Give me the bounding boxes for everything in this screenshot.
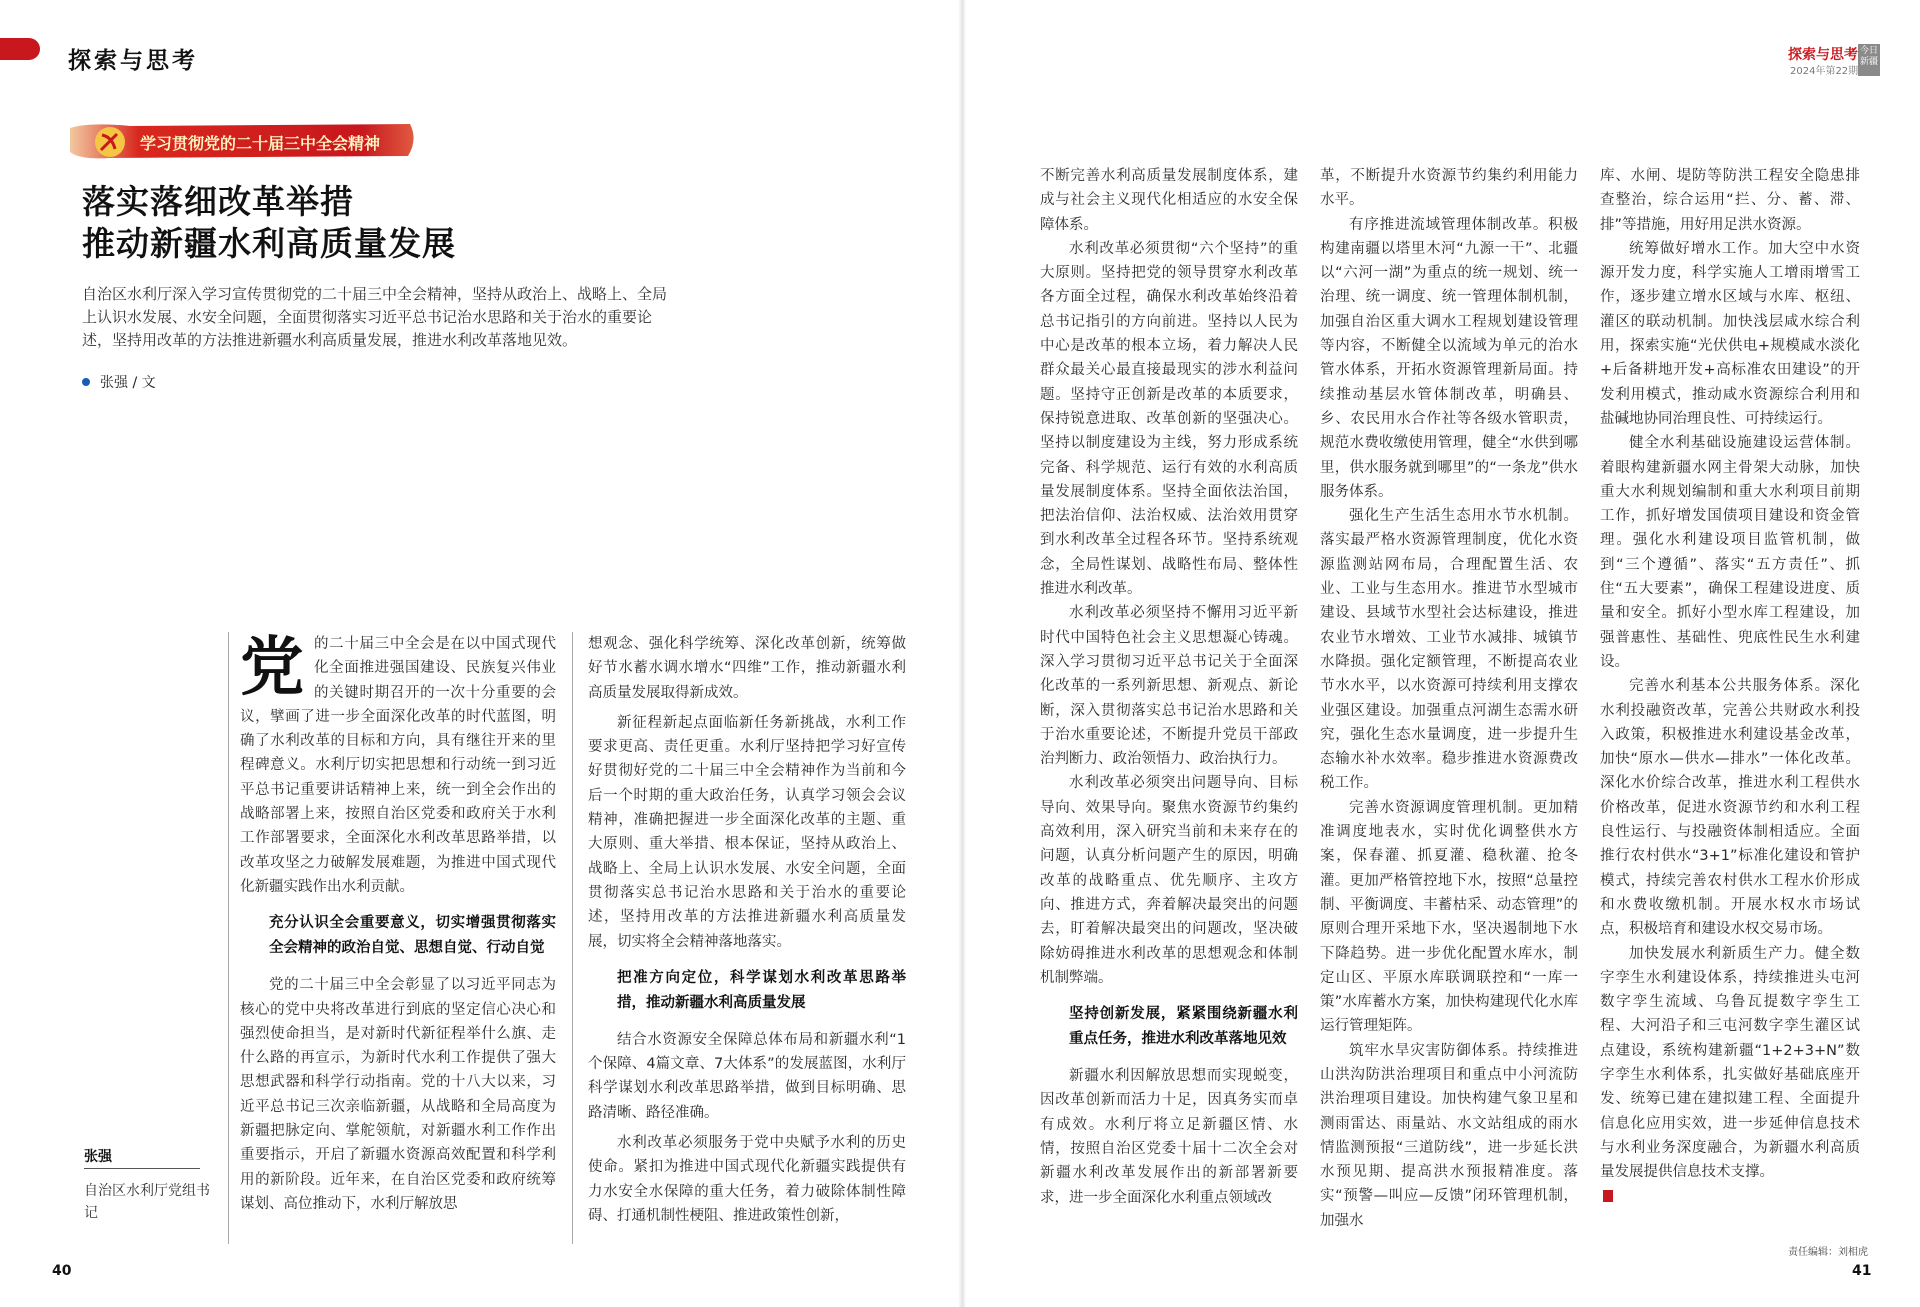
paragraph: 想观念、强化科学统筹、深化改革创新，统筹做好节水蓄水调水增水“四维”工作，推动新疆水利高质量发展取得新成效。 [588,636,906,701]
paragraph: 党的二十届三中全会彰显了以习近平同志为核心的党中央将改革进行到底的坚定信心决心和强烈使命担当，是对新时代新征程举什么旗、走什么路的再宣示，为新时代水利工作提供了强大思想武器和科学行动指南。党的十八大以来，习近平总书记三次亲临新疆，从战略和全局高度为新疆把脉定向、掌舵领航，对新疆水利工作作出重要指示，开启了新疆水资源高效配置和科学利用的新阶段。近年来，在自治区党委和政府统筹谋划、高位推动下，水利厅解放思 [240,977,556,1212]
article-column-3 [1040,164,1298,1210]
author-divider [84,1168,200,1169]
paragraph: 加快发展水利新质生产力。健全数字孪生水利建设体系，持续推进头屯河数字孪生流域、乌鲁瓦提数字孪生工程、大河沿子和三屯河数字孪生灌区试点建设，系统构建新疆“1+2+3+N”数字孪生水利体系，扎实做好基础底座开发、统筹已建在建拟建工程、全面提升信息化应用实效，进一步延伸信息技术与水利业务深度融合，为新疆水利高质量发展提供信息技术支撑。 [1600,945,1860,1181]
topic-banner [70,122,420,160]
paragraph: 水利改革必须坚持不懈用习近平新时代中国特色社会主义思想凝心铸魂。深入学习贯彻习近平总书记关于全面深化改革的一系列新思想、新观点、新论断，深入贯彻落实总书记治水思路和关于治水重要论述，不断提升党员干部政治判断力、政治领悟力、政治执行力。 [1040,605,1298,768]
paragraph: 筑牢水旱灾害防御体系。持续推进山洪沟防洪治理项目和重点中小河流防洪治理项目建设。加快构建气象卫星和测雨雷达、雨量站、水文站组成的雨水情监测预报“三道防线”，进一步延长洪水预见期、提高洪水预报精准度。落实“预警—叫应—反馈”闭环管理机制，加强水 [1320,1042,1578,1229]
lead-paragraph: 自治区水利厅深入学习宣传贯彻党的二十届三中全会精神，坚持从政治上、战略上、全局上认识水发展、水安全问题，全面贯彻落实习近平总书记治水思路和关于治水的重要论述，坚持用改革的方法推进新疆水利高质量发展，推进水利改革落地见效。 [82,285,668,349]
section-heading: 坚持创新发展，紧紧围绕新疆水利重点任务，推进水利改革落地见效 [1069,1006,1298,1048]
headline-line-2: 推动新疆水利高质量发展 [82,224,456,263]
author-position: 自治区水利厅党组书记 [84,1183,210,1221]
author-name: 张强 [84,1149,112,1165]
paragraph: 新疆水利因解放思想而实现蜕变，因改革创新而活力十足，因真务实而卓有成效。水利厅将立足新疆区情、水情，按照自治区党委十届十二次全会对新疆水利改革发展作出的新部署新要求，进一步全面深化水利重点领域改 [1040,1068,1298,1206]
responsible-editor: 责任编辑：刘相虎 [1788,1247,1868,1258]
paragraph: 结合水资源安全保障总体布局和新疆水利“1个保障、4篇文章、7大体系”的发展蓝图，水利厅科学谋划水利改革思路举措，做到目标明确、思路清晰、路径准确。 [588,1031,906,1121]
column-rule [572,632,573,1244]
magazine-badge [1858,44,1880,76]
headline-line-1: 落实落细改革举措 [82,182,354,221]
paragraph: 健全水利基础设施建设运营体制。着眼构建新疆水网主骨架大动脉，加快重大水利规划编制和重大水利项目前期工作，抓好增发国债项目建设和资金管理。强化水利建设项目监管机制，做到“三个遵循”、落实“五方责任”、抓住“五大要素”，确保工程建设进度、质量和安全。抓好小型水库工程建设，加强普惠性、基础性、兜底性民生水利建设。 [1600,435,1860,670]
right-section-title: 探索与思考 [1788,47,1858,63]
header-red-tab [0,38,40,60]
byline-dot-icon [82,378,90,386]
page-number-left: 40 [52,1263,72,1279]
paragraph: 水利改革必须突出问题导向、目标导向、效果导向。聚焦水资源节约集约高效利用，深入研究当前和未来存在的问题，认真分析问题产生的原因，明确改革的战略重点、优先顺序、主攻方向、推进方式，奔着解决最突出的问题去，盯着解决最突出的问题改，坚决破除妨碍推进水利改革的思想观念和体制机制弊端。 [1040,775,1298,986]
dropcap: 党 [240,630,304,705]
section-title: 探索与思考 [68,47,198,74]
paragraph: 水利改革必须贯彻“六个坚持”的重大原则。坚持把党的领导贯穿水利改革各方面全过程，确保水利改革始终沿着总书记指引的方向前进。坚持以人民为中心是改革的根本立场，着力解决人民群众最关心最直接最现实的涉水利益问题。坚持守正创新是改革的本质要求，保持锐意进取、改革创新的坚强决心。坚持以制度建设为主线，努力形成系统完备、科学规范、运行有效的水利高质量发展制度体系。坚持全面依法治国，把法治信仰、法治权威、法治效用贯穿到水利改革全过程各环节。坚持系统观念，全局性谋划、战略性布局、整体性推进水利改革。 [1040,240,1298,598]
paragraph: 完善水资源调度管理机制。更加精准调度地表水，实时优化调整供水方案，保春灌、抓夏灌、稳秋灌、抢冬灌。更加严格管控地下水，按照“总量控制、平衡调度、丰蓄枯采、动态管理”的原则合理开采地下水，坚决遏制地下水下降趋势。进一步优化配置水库水，制定山区、平原水库联调联控和“一库一策”水库蓄水方案，加快构建现代化水库运行管理矩阵。 [1320,799,1578,1035]
article-column-5 [1600,164,1860,1209]
byline-text: 张强 / 文 [100,375,156,391]
byline [82,372,156,392]
paragraph: 革，不断提升水资源节约集约利用能力水平。 [1320,168,1578,209]
party-emblem-icon [90,125,130,159]
paragraph: 不断完善水利高质量发展制度体系，建成与社会主义现代化相适应的水安全保障体系。 [1040,168,1298,233]
magazine-badge-text: 今日 新疆 [1859,46,1878,67]
topic-banner-text: 学习贯彻党的二十届三中全会精神 [140,134,381,153]
article-column-4 [1320,164,1578,1233]
article-column-2 [588,632,906,1228]
page-fold [958,0,966,1307]
paragraph: 水利改革必须服务于党中央赋予水利的历史使命。紧扣为推进中国式现代化新疆实践提供有力水安全水保障的重大任务，着力破除体制性障碍、打通机制性梗阻、推进政策性创新， [588,1135,906,1224]
paragraph: 新征程新起点面临新任务新挑战，水利工作要求更高、责任更重。水利厅坚持把学习好宣传好贯彻好党的二十届三中全会精神作为当前和今后一个时期的重大政治任务，认真学习领会会议精神，准确把握进一步全面深化改革的主题、重大原则、重大举措、根本保证，坚持从政治上、战略上、全局上认识水发展、水安全问题，全面贯彻落实总书记治水思路和关于治水的重要论述，坚持用改革的方法推进新疆水利高质量发展，切实将全会精神落地落实。 [588,714,906,950]
paragraph: 完善水利基本公共服务体系。深化水利投融资改革，完善公共财政水利投入政策，积极推进水利建设基金改革，加快“原水—供水—排水”一体化改革。深化水价综合改革，推进水利工程供水价格改革，促进水资源节约和水利工程良性运行、与投融资体制相适应。全面推行农村供水“3+1”标准化建设和管护模式，持续完善农村供水工程水价形成和水费收缴机制。开展水权水市场试点，积极培育和建设水权交易市场。 [1600,678,1860,938]
paragraph: 有序推进流域管理体制改革。积极构建南疆以塔里木河“九源一干”、北疆以“六河一湖”为重点的统一规划、统一治理、统一调度、统一管理体制机制，加强自治区重大调水工程规划建设管理等内容，不断健全以流域为单元的治水管水体系，开拓水资源管理新局面。持续推动基层水管体制改革，明确县、乡、农民用水合作社等各级水管职责，规范水费收缴使用管理，健全“水供到哪里，供水服务就到哪里”的“一条龙”供水服务体系。 [1320,216,1578,500]
article-column-1 [240,632,556,1216]
issue-label: 2024年第22期 [1790,66,1859,77]
page-number-right: 41 [1852,1263,1872,1279]
paragraph: 统筹做好增水工作。加大空中水资源开发力度，科学实施人工增雨增雪工作，逐步建立增水区域与水库、枢纽、灌区的联动机制。加快浅层咸水综合利用，探索实施“光伏供电+规模咸水淡化+后备耕地开发+高标准农田建设”的开发利用模式，推动咸水资源综合利用和盐碱地协同治理良性、可持续运行。 [1600,240,1860,427]
paragraph: 强化生产生活生态用水节水机制。落实最严格水资源管理制度，优化水资源监测站网布局，合理配置生活、农业、工业与生态用水。推进节水型城市建设、县域节水型社会达标建设，推进农业节水增效、工业节水减排、城镇节水降损。强化定额管理，不断提高农业节水水平，以水资源可持续利用支撑农业强区建设。加强重点河湖生态需水研究，强化生态水量调度，进一步提升生态输水补水效率。稳步推进水资源费改税工作。 [1320,508,1578,792]
section-heading: 把准方向定位，科学谋划水利改革思路举措，推动新疆水利高质量发展 [617,969,906,1011]
section-heading: 充分认识全会重要意义，切实增强贯彻落实全会精神的政治自觉、思想自觉、行动自觉 [269,915,556,957]
paragraph: 的二十届三中全会是在以中国式现代化全面推进强国建设、民族复兴伟业的关键时期召开的一次十分重要的会议，擘画了进一步全面深化改革的时代蓝图，明确了水利改革的目标和方向，具有继往开来的里程碑意义。水利厅切实把思想和行动统一到习近平总书记重要讲话精神上来，统一到全会作出的战略部署上来，按照自治区党委和政府关于水利工作部署要求，全面深化水利改革思路举措，以改革攻坚之力破解发展难题，为推进中国式现代化新疆实践作出水利贡献。 [240,636,556,895]
paragraph: 库、水闸、堤防等防洪工程安全隐患排查整治，综合运用“拦、分、蓄、滞、排”等措施，用好用足洪水资源。 [1600,168,1860,233]
column-rule [228,632,229,1244]
article-end-mark-icon [1603,1190,1613,1202]
